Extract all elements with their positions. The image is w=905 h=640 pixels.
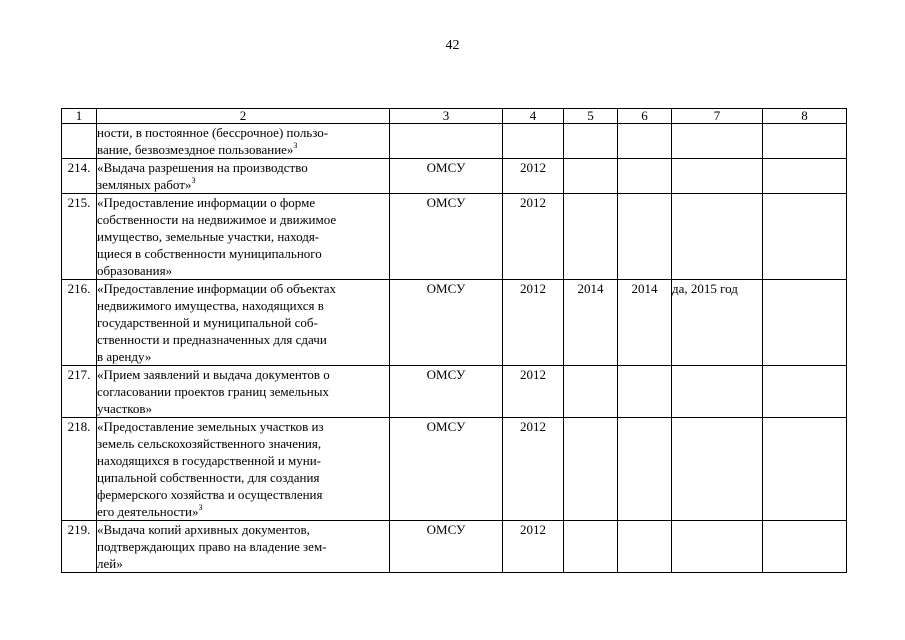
col8-cell — [763, 521, 847, 573]
service-name-text: «Выдача разрешения на производство — [97, 160, 308, 175]
footnote-marker: 3 — [198, 503, 203, 512]
service-name-text: недвижимого имущества, находящихся в — [97, 298, 324, 313]
col7-cell — [672, 521, 763, 573]
col6-cell — [618, 194, 672, 280]
service-name-text: «Выдача копий архивных документов, — [97, 522, 310, 537]
col8-cell — [763, 159, 847, 194]
table-row — [62, 124, 847, 159]
service-name-text: земель сельскохозяйственного значения, — [97, 436, 322, 451]
service-name-line — [97, 176, 389, 193]
service-name-cell — [97, 521, 390, 573]
header-cell: 1 — [62, 109, 97, 124]
service-name-line — [97, 348, 389, 365]
header-row — [62, 109, 847, 124]
executor-cell: ОМСУ — [390, 159, 503, 194]
year-cell: 2012 — [503, 366, 564, 418]
service-name-line — [97, 262, 389, 279]
service-name-text: вание, безвозмездное пользование» — [97, 142, 294, 157]
executor-cell: ОМСУ — [390, 418, 503, 521]
year-cell: 2012 — [503, 194, 564, 280]
year-cell: 2012 — [503, 280, 564, 366]
row-number-cell: 219. — [62, 521, 97, 573]
header-cell: 3 — [390, 109, 503, 124]
service-name-cell — [97, 194, 390, 280]
col7-cell — [672, 194, 763, 280]
service-name-text: образования» — [97, 263, 173, 278]
service-name-line — [97, 486, 389, 503]
col6-cell — [618, 366, 672, 418]
service-name-text: ственности и предназначенных для сдачи — [97, 332, 327, 347]
year-cell: 2012 — [503, 159, 564, 194]
col7-cell — [672, 366, 763, 418]
service-name-line — [97, 159, 389, 176]
col6-cell — [618, 159, 672, 194]
service-name-text: земляных работ» — [97, 177, 192, 192]
col8-cell — [763, 418, 847, 521]
service-name-cell — [97, 124, 390, 159]
row-number-cell: 217. — [62, 366, 97, 418]
service-name-cell — [97, 159, 390, 194]
service-name-line — [97, 280, 389, 297]
year-cell: 2012 — [503, 521, 564, 573]
col7-cell — [672, 159, 763, 194]
service-name-text: «Предоставление информации о форме — [97, 195, 316, 210]
footnote-marker: 3 — [293, 141, 298, 150]
col5-cell — [564, 194, 618, 280]
header-cell: 2 — [97, 109, 390, 124]
executor-cell: ОМСУ — [390, 194, 503, 280]
service-name-text: «Прием заявлений и выдача документов о — [97, 367, 330, 382]
service-name-text: «Предоставление информации об объектах — [97, 281, 337, 296]
row-number-cell: 215. — [62, 194, 97, 280]
footnote-marker: 3 — [191, 176, 196, 185]
col5-cell: 2014 — [564, 280, 618, 366]
service-name-line — [97, 297, 389, 314]
table-row — [62, 280, 847, 366]
service-name-line — [97, 418, 389, 435]
year-cell — [503, 124, 564, 159]
year-cell: 2012 — [503, 418, 564, 521]
col8-cell — [763, 280, 847, 366]
table-row — [62, 418, 847, 521]
service-name-line — [97, 435, 389, 452]
col6-cell — [618, 418, 672, 521]
table-body — [62, 109, 847, 573]
col5-cell — [564, 366, 618, 418]
page-number: 42 — [445, 38, 460, 53]
service-name-line — [97, 366, 389, 383]
service-name-line — [97, 211, 389, 228]
col6-cell: 2014 — [618, 280, 672, 366]
table-row — [62, 194, 847, 280]
service-name-text: «Предоставление земельных участков из — [97, 419, 324, 434]
header-cell: 5 — [564, 109, 618, 124]
service-name-line — [97, 400, 389, 417]
service-name-text: в аренду» — [97, 349, 152, 364]
service-name-text: государственной и муниципальной соб- — [97, 315, 318, 330]
table-row — [62, 366, 847, 418]
executor-cell — [390, 124, 503, 159]
col6-cell — [618, 521, 672, 573]
header-cell: 7 — [672, 109, 763, 124]
service-name-text: щиеся в собственности муниципального — [97, 246, 322, 261]
service-name-text: ципальной собственности, для создания — [97, 470, 320, 485]
service-name-cell — [97, 418, 390, 521]
service-name-text: фермерского хозяйства и осуществления — [97, 487, 323, 502]
service-name-text: подтверждающих право на владение зем- — [97, 539, 327, 554]
col7-cell: да, 2015 год — [672, 280, 763, 366]
header-cell: 6 — [618, 109, 672, 124]
row-number-cell — [62, 124, 97, 159]
col5-cell — [564, 159, 618, 194]
service-name-line — [97, 469, 389, 486]
service-name-text: согласовании проектов границ земельных — [97, 384, 329, 399]
col5-cell — [564, 124, 618, 159]
header-cell: 4 — [503, 109, 564, 124]
executor-cell: ОМСУ — [390, 521, 503, 573]
service-name-line — [97, 383, 389, 400]
service-name-text: лей» — [97, 556, 123, 571]
col8-cell — [763, 366, 847, 418]
service-name-text: ности, в постоянное (бессрочное) пользо- — [97, 125, 329, 140]
service-name-text: участков» — [97, 401, 153, 416]
table-row — [62, 159, 847, 194]
service-name-line — [97, 228, 389, 245]
service-name-cell — [97, 366, 390, 418]
service-name-line — [97, 538, 389, 555]
service-name-line — [97, 452, 389, 469]
col5-cell — [564, 418, 618, 521]
col8-cell — [763, 194, 847, 280]
service-name-line — [97, 314, 389, 331]
service-name-cell — [97, 280, 390, 366]
service-name-line — [97, 124, 389, 141]
service-name-line — [97, 141, 389, 158]
row-number-cell: 214. — [62, 159, 97, 194]
executor-cell: ОМСУ — [390, 280, 503, 366]
service-name-text: имущество, земельные участки, находя- — [97, 229, 320, 244]
service-name-line — [97, 503, 389, 520]
service-name-line — [97, 521, 389, 538]
service-name-line — [97, 245, 389, 262]
service-name-line — [97, 331, 389, 348]
col5-cell — [564, 521, 618, 573]
header-cell: 8 — [763, 109, 847, 124]
executor-cell: ОМСУ — [390, 366, 503, 418]
col7-cell — [672, 418, 763, 521]
service-name-text: находящихся в государственной и муни- — [97, 453, 322, 468]
table-row — [62, 521, 847, 573]
col8-cell — [763, 124, 847, 159]
service-name-line — [97, 555, 389, 572]
col6-cell — [618, 124, 672, 159]
services-table — [61, 108, 847, 573]
row-number-cell: 218. — [62, 418, 97, 521]
service-name-text: собственности на недвижимое и движимое — [97, 212, 337, 227]
row-number-cell: 216. — [62, 280, 97, 366]
service-name-text: его деятельности» — [97, 504, 199, 519]
col7-cell — [672, 124, 763, 159]
service-name-line — [97, 194, 389, 211]
